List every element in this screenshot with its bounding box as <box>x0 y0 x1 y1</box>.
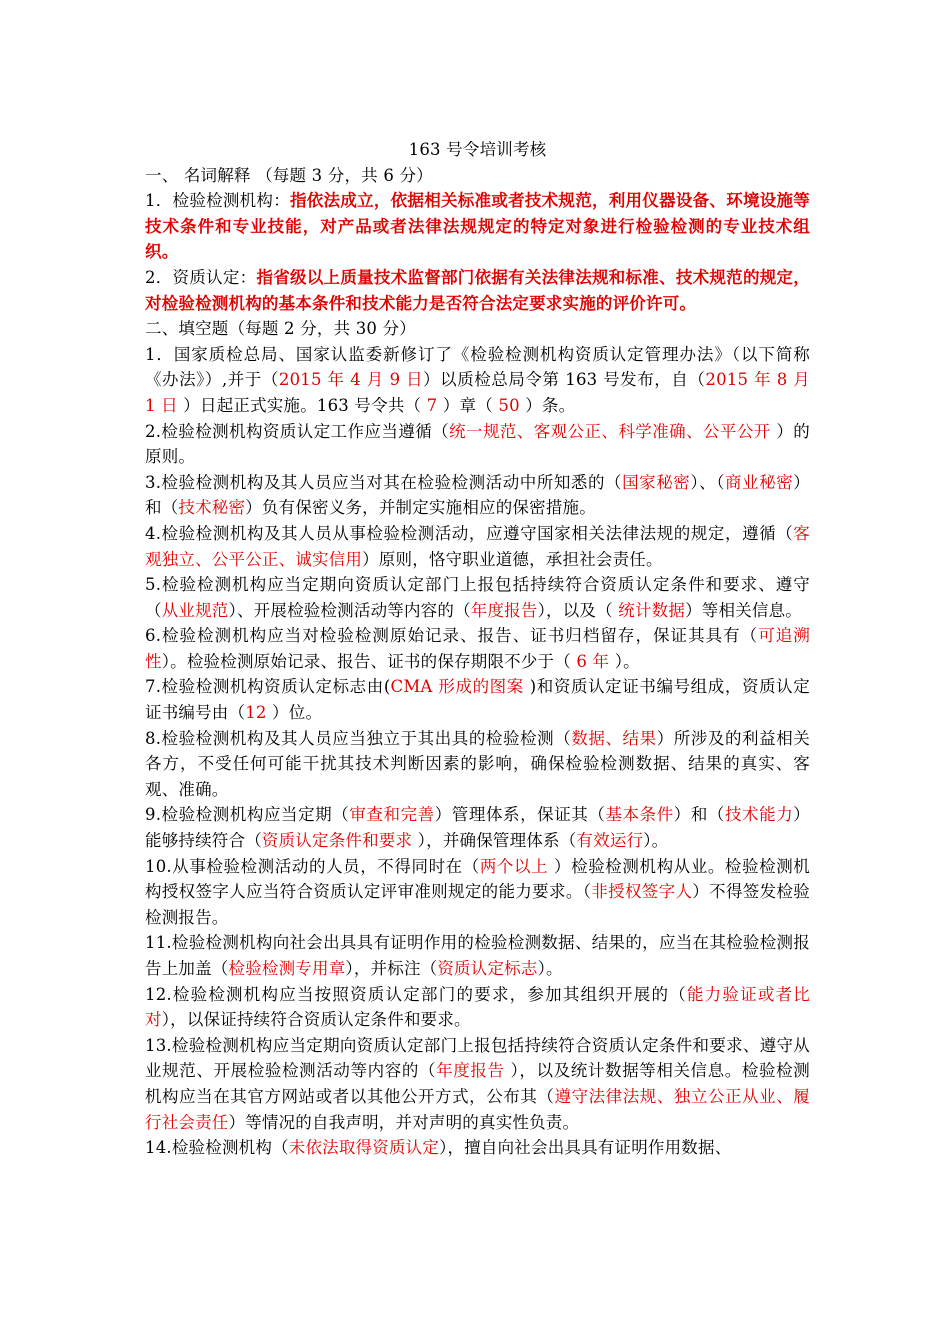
question-text: ）日起正式实施。163 号令共（ <box>177 395 427 415</box>
question-text: 11.检验检测机构向社会出具具有证明作用的检验检测数据、结果的，应当在其检验检测报告上加盖（ <box>145 933 810 978</box>
section-heading <box>145 163 810 189</box>
question-text: 2.检验检测机构资质认定工作应当遵循（ <box>145 421 450 441</box>
question-text: ）、（ <box>690 472 726 492</box>
question-text: 10.从事检验检测活动的人员，不得同时在（ <box>145 856 480 876</box>
answer-text: 7 <box>426 395 438 415</box>
question-text: 6.检验检测机构应当对检验检测原始记录、报告、证书归档留存，保证其具有（ <box>145 626 759 646</box>
answer-text: 技术能力 <box>725 805 794 825</box>
answer-text: 非授权签字人 <box>591 882 693 902</box>
question-text: 5.检验检测机构应当定期向资质认定部门上报包括持续符合资质认定条件和要求、遵守（ <box>145 575 810 620</box>
question-text: ），并确保管理体系（ <box>412 831 577 851</box>
question-text: ）章（ <box>437 395 499 415</box>
answer-text: 数据、结果 <box>571 728 657 748</box>
answer-text: 有效运行 <box>576 831 644 851</box>
question-text: 12.检验检测机构应当按照资质认定部门的要求，参加其组织开展的（ <box>145 984 687 1004</box>
question-paragraph <box>145 930 810 981</box>
section-heading <box>145 316 810 342</box>
answer-text: 能力验证或者比对 <box>145 984 810 1030</box>
question-text: ）检验检测机构从业。检验检测机构授权签字人应当符合资质认定评审准则规定的能力要求。（ <box>145 856 810 902</box>
answer-text: 年度报告 <box>436 1061 505 1081</box>
answer-text: 指依法成立，依据相关标准或者技术规范，利用仪器设备、环境设施等技术条件和专业技能，对产品或者法律法规规定的特定对象进行检验检测的专业技术组织。 <box>145 191 810 262</box>
question-paragraph <box>145 470 810 521</box>
answer-text: 12 <box>245 703 267 723</box>
answer-text: 统一规范、客观公正、科学准确、公平公开 <box>449 421 771 441</box>
answer-text: 50 <box>498 395 520 415</box>
question-paragraph <box>145 854 810 931</box>
question-text: 9.检验检测机构应当定期（ <box>145 805 350 825</box>
answer-text: 基本条件 <box>605 805 674 825</box>
answer-text: 统计数据 <box>618 600 686 620</box>
question-text: ）、开展检验检测活动等内容的（ <box>228 600 471 620</box>
answer-text: 检验检测专用章 <box>228 959 346 978</box>
question-text: ）和（ <box>145 472 810 518</box>
answer-text: 资质认定标志 <box>437 959 538 978</box>
answer-text: 资质认定条件和要求 <box>261 831 413 851</box>
question-text: 4.检验检测机构及其人员从事检验检测活动，应遵守国家相关法律法规的规定，遵循（ <box>145 523 794 543</box>
answer-text: 技术秘密 <box>178 498 246 518</box>
question-text: ）等情况的自我声明，并对声明的真实性负责。 <box>228 1112 580 1132</box>
question-text: ）所涉及的利益相关各方，不受任何可能干扰其技术判断因素的影响，确保检验检测数据、结果的真实、客观、准确。 <box>145 728 810 799</box>
question-text: ），以及（ <box>537 600 619 620</box>
question-paragraph <box>145 188 810 265</box>
question-text: 1．检验检测机构： <box>145 191 290 211</box>
document-page <box>145 137 810 1161</box>
question-text: ）以质检总局令第 163 号发布，自（ <box>423 370 706 390</box>
question-text: )和资质认定证书编号组成，资质认定证书编号由（ <box>145 677 810 723</box>
question-text: ）能够持续符合（ <box>145 805 810 851</box>
question-text: 2．资质认定： <box>145 267 257 287</box>
question-text: ）。 <box>537 959 563 978</box>
answer-text: 指省级以上质量技术监督部门依据有关法律法规和标准、技术规范的规定，对检验检测机构的基本条件和技术能力是否符合法定要求实施的评价许可。 <box>145 267 810 313</box>
question-paragraph <box>145 802 810 853</box>
question-text: ）。检验检测原始记录、报告、证书的保存期限不少于（ <box>161 651 577 671</box>
question-text: 14.检验检测机构（ <box>145 1138 289 1158</box>
question-text: 一、 名词解释 （每题 3 分，共 6 分） <box>145 165 433 185</box>
question-paragraph <box>145 1135 810 1161</box>
question-text: ）。 <box>609 651 640 671</box>
question-text: ）的原则。 <box>145 421 810 467</box>
document-body <box>145 163 810 1161</box>
question-paragraph <box>145 1033 810 1135</box>
question-text: 1．国家质检总局、国家认监委新修订了《检验检测机构资质认定管理办法》（以下简称《办法》）,并于（ <box>145 344 810 390</box>
question-paragraph <box>145 521 810 572</box>
question-text: 8.检验检测机构及其人员应当独立于其出具的检验检测（ <box>145 728 572 748</box>
question-text: ），以保证持续符合资质认定条件和要求。 <box>161 1010 471 1030</box>
answer-text: 商业秘密 <box>725 472 794 492</box>
question-text: 二、填空题（每题 2 分，共 30 分） <box>145 319 416 339</box>
answer-text: 遵守法律法规、独立公正从业、履行社会责任 <box>145 1086 810 1132</box>
question-text: ）和（ <box>673 805 725 825</box>
answer-text: 两个以上 <box>479 856 549 876</box>
question-text: ），擅自向社会出具具有证明作用数据、 <box>439 1138 732 1158</box>
question-paragraph <box>145 342 810 419</box>
question-text: ）条。 <box>519 395 576 415</box>
question-paragraph <box>145 982 810 1033</box>
answer-text: 审查和完善 <box>349 805 435 825</box>
answer-text: 2015 年 8 月 1 日 <box>145 370 810 415</box>
answer-text: 可追溯性 <box>145 626 810 671</box>
answer-text: CMA 形成的图案 <box>390 677 524 697</box>
question-paragraph <box>145 623 810 674</box>
question-text: 3.检验检测机构及其人员应当对其在检验检测活动中所知悉的（ <box>145 472 623 492</box>
question-text: ）管理体系，保证其（ <box>434 805 606 825</box>
answer-text: 国家秘密 <box>622 472 691 492</box>
answer-text: 2015 年 4 月 9 日 <box>278 370 424 390</box>
question-text: ）位。 <box>266 703 323 723</box>
question-text: 7.检验检测机构资质认定标志由( <box>145 677 391 697</box>
question-text: ）不得签发检验检测报告。 <box>145 882 811 927</box>
answer-text: 客观独立、公平公正、诚实信用 <box>145 523 810 569</box>
question-paragraph <box>145 726 810 803</box>
answer-text: 6 年 <box>576 651 610 671</box>
answer-text: 年度报告 <box>470 600 538 620</box>
answer-text: 从业规范 <box>161 600 229 620</box>
question-text: ）负有保密义务，并制定实施相应的保密措施。 <box>245 498 596 518</box>
question-paragraph <box>145 419 810 470</box>
question-text: 13.检验检测机构应当定期向资质认定部门上报包括持续符合资质认定条件和要求、遵守从业规范、开展检验检测活动等内容的（ <box>145 1035 810 1081</box>
question-text: ）。 <box>643 831 669 851</box>
question-paragraph <box>145 265 810 316</box>
question-text: ），并标注（ <box>345 959 438 978</box>
question-paragraph <box>145 572 810 623</box>
question-paragraph <box>145 674 810 725</box>
question-text: ）原则，恪守职业道德，承担社会责任。 <box>362 549 663 569</box>
document-title: 163 号令培训考核 <box>408 140 547 159</box>
question-text: ），以及统计数据等相关信息。检验检测机构应当在其官方网站或者以其他公开方式，公布其（ <box>145 1061 810 1106</box>
answer-text: 未依法取得资质认定 <box>288 1138 440 1158</box>
question-text: ）等相关信息。 <box>685 600 802 620</box>
